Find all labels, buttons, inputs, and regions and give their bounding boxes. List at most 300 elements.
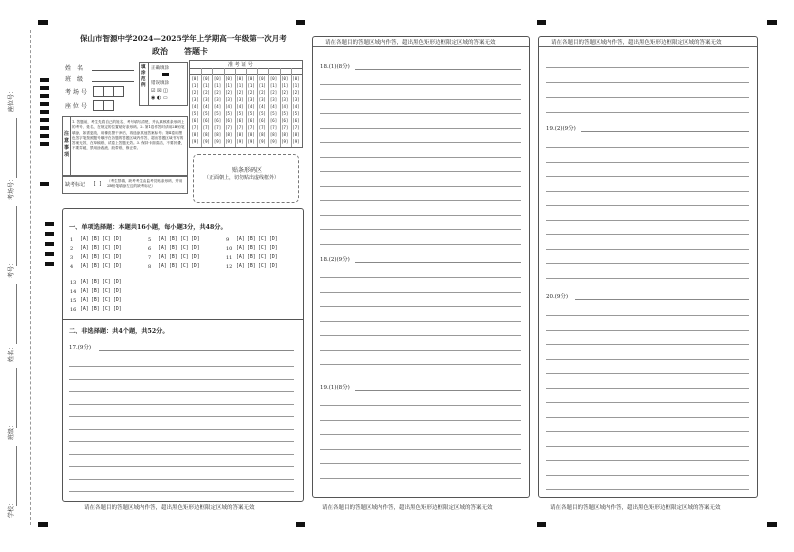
mcq-option-bubble[interactable]: [C] <box>180 246 189 251</box>
timing-mark <box>767 20 777 25</box>
writing-line[interactable] <box>320 420 521 421</box>
exam-digit-bubble[interactable]: [8] <box>258 132 266 137</box>
sync-mark <box>45 252 54 256</box>
writing-line[interactable] <box>546 249 749 250</box>
student-room-label: 考 场 号 <box>65 89 87 96</box>
mcq-option-bubble[interactable]: [A] <box>236 255 245 260</box>
side-underline <box>16 206 17 266</box>
exam-digit-bubble[interactable]: [0] <box>281 76 289 81</box>
writing-line[interactable] <box>546 162 749 163</box>
writing-line[interactable] <box>546 446 749 447</box>
mcq-option-bubble[interactable]: [D] <box>191 264 200 269</box>
exam-digit-bubble[interactable]: [4] <box>191 104 199 109</box>
section2-heading: 二、非选择题：共4个题，共52分。 <box>69 328 169 335</box>
writing-line[interactable] <box>546 417 749 418</box>
mcq-option-bubble[interactable]: [D] <box>113 237 122 242</box>
exam-digit-bubble[interactable]: [3] <box>202 97 210 102</box>
exam-digit-bubble[interactable]: [9] <box>292 139 300 144</box>
mcq-option-bubble[interactable]: [D] <box>269 246 278 251</box>
exam-digit-bubble[interactable]: [8] <box>292 132 300 137</box>
mcq-option-bubble[interactable]: [B] <box>91 289 100 294</box>
writing-line[interactable] <box>546 475 749 476</box>
exam-digit-bubble[interactable]: [3] <box>292 97 300 102</box>
mcq-option-bubble[interactable]: [C] <box>102 255 111 260</box>
mcq-option-bubble[interactable]: [B] <box>91 298 100 303</box>
mcq-option-bubble[interactable]: [B] <box>247 264 256 269</box>
exam-digit-bubble[interactable]: [7] <box>292 125 300 130</box>
writing-line[interactable] <box>320 171 521 172</box>
side-underline <box>16 284 17 344</box>
sync-mark <box>40 118 49 122</box>
exam-digit-bubble[interactable]: [5] <box>202 111 210 116</box>
absent-box[interactable] <box>62 176 188 194</box>
writing-line[interactable] <box>69 416 294 417</box>
exam-digit-bubble[interactable]: [1] <box>236 83 244 88</box>
writing-line[interactable] <box>546 431 749 432</box>
mcq-option-bubble[interactable]: [A] <box>158 264 167 269</box>
writing-line[interactable] <box>546 373 749 374</box>
mcq-option-bubble[interactable]: [D] <box>191 255 200 260</box>
writing-line[interactable] <box>546 97 749 98</box>
mcq-number: 10 <box>226 246 233 252</box>
mcq-option-bubble[interactable]: [B] <box>169 264 178 269</box>
writing-line[interactable] <box>546 67 749 68</box>
wrong-fill-samples: ◉ ◐ ▭ <box>151 95 168 101</box>
sync-mark <box>40 86 49 90</box>
exam-digit-bubble[interactable]: [8] <box>225 132 233 137</box>
exam-digit-bubble[interactable]: [4] <box>213 104 222 109</box>
exam-digit-bubble[interactable]: [6] <box>292 118 300 123</box>
writing-line[interactable] <box>320 405 521 406</box>
writing-line[interactable] <box>546 359 749 360</box>
mcq-option-bubble[interactable]: [B] <box>169 246 178 251</box>
mcq-option-bubble[interactable]: [B] <box>91 264 100 269</box>
mcq-option-bubble[interactable]: [B] <box>247 237 256 242</box>
exam-digit-bubble[interactable]: [6] <box>191 118 199 123</box>
exam-digit-bubble[interactable]: [5] <box>258 111 266 116</box>
mcq-option-bubble[interactable]: [A] <box>236 237 245 242</box>
exam-digit-bubble[interactable]: [1] <box>258 83 266 88</box>
absent-label: 缺考标记 <box>65 182 86 188</box>
boundary-notice: 请在各题目的答题区域内作答，超出黑色矩形边框限定区域的答案无效 <box>551 40 722 46</box>
exam-digit-bubble[interactable]: [6] <box>225 118 233 123</box>
writing-line[interactable] <box>546 315 749 316</box>
mcq-number: 13 <box>70 280 77 286</box>
sync-mark <box>45 262 54 266</box>
writing-line[interactable] <box>320 84 521 85</box>
mcq-number: 7 <box>148 255 152 261</box>
mcq-option-bubble[interactable]: [C] <box>102 307 111 312</box>
mcq-option-bubble[interactable]: [C] <box>102 280 111 285</box>
side-underline <box>16 118 17 178</box>
mcq-number: 14 <box>70 289 77 295</box>
writing-line[interactable] <box>320 200 521 201</box>
exam-digit-bubble[interactable]: [5] <box>236 111 244 116</box>
exam-digit-bubble[interactable]: [2] <box>281 90 289 95</box>
timing-mark <box>296 20 305 25</box>
mcq-number: 12 <box>226 264 233 270</box>
mcq-option-bubble[interactable]: [A] <box>236 264 245 269</box>
writing-line[interactable] <box>69 366 294 367</box>
mcq-option-bubble[interactable]: [D] <box>113 280 122 285</box>
mcq-number: 6 <box>148 246 152 252</box>
mcq-option-bubble[interactable]: [D] <box>113 264 122 269</box>
exam-digit-bubble[interactable]: [0] <box>258 76 266 81</box>
exam-digit-bubble[interactable]: [9] <box>225 139 233 144</box>
exam-digit-bubble[interactable]: [0] <box>236 76 244 81</box>
exam-digit-bubble[interactable]: [8] <box>269 132 278 137</box>
name-label: 姓名： <box>8 343 15 362</box>
mcq-option-bubble[interactable]: [A] <box>80 280 89 285</box>
mcq-option-bubble[interactable]: [D] <box>269 237 278 242</box>
writing-line[interactable] <box>320 364 521 365</box>
side-underline <box>16 368 17 428</box>
writing-line[interactable] <box>69 454 294 455</box>
exam-digit-bubble[interactable]: [6] <box>213 118 222 123</box>
timing-mark <box>767 522 777 527</box>
absent-bubble[interactable]: [ ] <box>93 181 103 187</box>
class-input[interactable] <box>92 81 134 82</box>
exam-digit-bubble[interactable]: [2] <box>191 90 199 95</box>
mcq-option-bubble[interactable]: [A] <box>80 237 89 242</box>
writing-line[interactable] <box>546 278 749 279</box>
boundary-notice: 请在各题目的答题区域内作答，超出黑色矩形边框限定区域的答案无效 <box>550 505 721 511</box>
exam-digit-bubble[interactable]: [3] <box>281 97 289 102</box>
exam-digit-bubble[interactable]: [9] <box>191 139 199 144</box>
writing-line[interactable] <box>320 142 521 143</box>
boundary-notice: 请在各题目的答题区域内作答，超出黑色矩形边框限定区域的答案无效 <box>84 505 255 511</box>
mcq-option-bubble[interactable]: [A] <box>80 255 89 260</box>
exam-digit-bubble[interactable]: [0] <box>225 76 233 81</box>
writing-line[interactable] <box>546 82 749 83</box>
mcq-option-bubble[interactable]: [C] <box>258 264 267 269</box>
exam-digit-bubble[interactable]: [6] <box>269 118 278 123</box>
exam-digit-bubble[interactable]: [4] <box>202 104 210 109</box>
mcq-option-bubble[interactable]: [C] <box>180 264 189 269</box>
writing-line[interactable] <box>69 391 294 392</box>
exam-digit-bubble[interactable]: [8] <box>236 132 244 137</box>
exam-digit-bubble[interactable]: [0] <box>202 76 210 81</box>
exam-digit-bubble[interactable]: [7] <box>281 125 289 130</box>
writing-line[interactable] <box>320 478 521 479</box>
writing-line[interactable] <box>320 434 521 435</box>
exam-digit-bubble[interactable]: [6] <box>247 118 255 123</box>
exam-digit-bubble[interactable]: [2] <box>269 90 278 95</box>
writing-line[interactable] <box>320 335 521 336</box>
exam-digit-bubble[interactable]: [9] <box>269 139 278 144</box>
mcq-option-bubble[interactable]: [B] <box>91 280 100 285</box>
writing-line[interactable] <box>69 441 294 442</box>
school-label: 学校： <box>8 499 15 518</box>
exam-digit-bubble[interactable]: [3] <box>225 97 233 102</box>
writing-line[interactable] <box>546 388 749 389</box>
timing-mark <box>38 522 48 527</box>
exam-digit-bubble[interactable]: [1] <box>202 83 210 88</box>
exam-digit-bubble[interactable]: [0] <box>269 76 278 81</box>
exam-digit-bubble[interactable]: [4] <box>292 104 300 109</box>
writing-line[interactable] <box>546 220 749 221</box>
exam-digit-bubble[interactable]: [7] <box>213 125 222 130</box>
exam-digit-bubble[interactable]: [5] <box>269 111 278 116</box>
mcq-option-bubble[interactable]: [C] <box>180 237 189 242</box>
writing-line[interactable] <box>546 344 749 345</box>
answer-frame-1 <box>62 208 304 502</box>
mcq-option-bubble[interactable]: [C] <box>102 246 111 251</box>
exam-number-grid[interactable] <box>189 60 303 148</box>
writing-line[interactable] <box>69 466 294 467</box>
exam-digit-bubble[interactable]: [1] <box>225 83 233 88</box>
exam-digit-bubble[interactable]: [9] <box>213 139 222 144</box>
exam-digit-bubble[interactable]: [1] <box>269 83 278 88</box>
writing-line[interactable] <box>546 489 749 490</box>
exam-digit-bubble[interactable]: [9] <box>281 139 289 144</box>
mcq-option-bubble[interactable]: [D] <box>269 255 278 260</box>
question-18-1-label: 18.(1)(8分) <box>320 64 350 70</box>
mcq-option-bubble[interactable]: [D] <box>113 246 122 251</box>
mcq-option-bubble[interactable]: [C] <box>102 237 111 242</box>
exam-digit-bubble[interactable]: [5] <box>225 111 233 116</box>
exam-digit-bubble[interactable]: [4] <box>236 104 244 109</box>
mcq-option-bubble[interactable]: [B] <box>91 237 100 242</box>
sync-mark <box>40 182 49 186</box>
answer-frame-2 <box>312 36 530 498</box>
student-class-label: 班 级 <box>65 76 84 83</box>
mcq-option-bubble[interactable]: [C] <box>258 246 267 251</box>
sync-mark <box>40 94 49 98</box>
correct-fill-label: 正确填涂 <box>151 66 169 71</box>
mcq-option-bubble[interactable]: [A] <box>80 264 89 269</box>
exam-digit-bubble[interactable]: [2] <box>225 90 233 95</box>
writing-line[interactable] <box>320 277 521 278</box>
sync-mark <box>40 134 49 138</box>
question-19-1-label: 19.(1)(8分) <box>320 385 350 391</box>
mcq-option-bubble[interactable]: [A] <box>158 246 167 251</box>
mcq-option-bubble[interactable]: [D] <box>113 289 122 294</box>
answer-frame-3 <box>538 36 758 498</box>
exam-digit-bubble[interactable]: [1] <box>292 83 300 88</box>
side-underline <box>16 446 17 506</box>
mcq-option-bubble[interactable]: [A] <box>236 246 245 251</box>
barcode-area <box>193 154 299 203</box>
writing-line[interactable] <box>320 128 521 129</box>
mcq-option-bubble[interactable]: [C] <box>180 255 189 260</box>
sync-mark <box>40 142 49 146</box>
mcq-option-bubble[interactable]: [A] <box>158 237 167 242</box>
exam-digit-bubble[interactable]: [7] <box>225 125 233 130</box>
exam-digit-bubble[interactable]: [2] <box>213 90 222 95</box>
writing-line[interactable] <box>320 449 521 450</box>
exam-digit-bubble[interactable]: [4] <box>225 104 233 109</box>
mcq-option-bubble[interactable]: [A] <box>80 289 89 294</box>
mcq-option-bubble[interactable]: [D] <box>113 255 122 260</box>
mcq-option-bubble[interactable]: [C] <box>258 255 267 260</box>
writing-line[interactable] <box>546 112 749 113</box>
exam-digit-bubble[interactable]: [8] <box>247 132 255 137</box>
mcq-option-bubble[interactable]: [C] <box>102 264 111 269</box>
timing-mark <box>296 522 305 527</box>
exam-digit-bubble[interactable]: [4] <box>247 104 255 109</box>
writing-line[interactable] <box>320 350 521 351</box>
exam-digit-bubble[interactable]: [3] <box>258 97 266 102</box>
exam-no-label: 考号： <box>8 259 15 278</box>
exam-digit-bubble[interactable]: [8] <box>281 132 289 137</box>
exam-digit-bubble[interactable]: [1] <box>281 83 289 88</box>
exam-digit-bubble[interactable]: [0] <box>213 76 222 81</box>
exam-digit-bubble[interactable]: [3] <box>213 97 222 102</box>
room-no-label: 考场号： <box>8 175 15 200</box>
writing-line[interactable] <box>546 460 749 461</box>
exam-digit-bubble[interactable]: [5] <box>292 111 300 116</box>
writing-line[interactable] <box>69 404 294 405</box>
mcq-option-bubble[interactable]: [D] <box>191 237 200 242</box>
exam-digit-bubble[interactable]: [7] <box>269 125 278 130</box>
mcq-option-bubble[interactable]: [A] <box>158 255 167 260</box>
exam-digit-bubble[interactable]: [3] <box>247 97 255 102</box>
exam-digit-bubble[interactable]: [3] <box>191 97 199 102</box>
exam-digit-bubble[interactable]: [5] <box>247 111 255 116</box>
exam-digit-bubble[interactable]: [8] <box>202 132 210 137</box>
mcq-option-bubble[interactable]: [D] <box>191 246 200 251</box>
mcq-number: 16 <box>70 307 77 313</box>
mcq-option-bubble[interactable]: [B] <box>247 255 256 260</box>
mcq-option-bubble[interactable]: [B] <box>169 237 178 242</box>
writing-line[interactable] <box>320 99 521 100</box>
sync-mark <box>45 232 54 236</box>
writing-line[interactable] <box>546 234 749 235</box>
exam-digit-bubble[interactable]: [9] <box>202 139 210 144</box>
writing-line[interactable] <box>320 157 521 158</box>
writing-line[interactable] <box>320 244 521 245</box>
sync-mark <box>45 222 54 226</box>
writing-line[interactable] <box>546 176 749 177</box>
writing-line[interactable] <box>69 429 294 430</box>
mcq-option-bubble[interactable]: [C] <box>258 237 267 242</box>
exam-digit-bubble[interactable]: [1] <box>213 83 222 88</box>
exam-digit-bubble[interactable]: [9] <box>258 139 266 144</box>
exam-digit-bubble[interactable]: [2] <box>247 90 255 95</box>
exam-digit-bubble[interactable]: [3] <box>269 97 278 102</box>
notice-text: 1. 答题前，考生先将自己的姓名、考号填写清楚，并认真核准条形码上的考号、姓名，在规定的位置贴好条形码。2. 第1卷作答时请用2B铅笔填涂，如需更改，用橡皮擦干净后，再选涂其他答案标号；第Ⅱ卷用黑色签字笔按照题号顺序在各题的答题区域内作答，超出答题区域书写的答案无效，在草稿纸、试卷上答题无效。3. 保持卡面清洁，不要折叠，不要弄破，禁用涂改液、胶带纸、修正带。 <box>72 120 185 151</box>
sync-mark <box>45 242 54 246</box>
writing-line[interactable] <box>546 402 749 403</box>
exam-digit-bubble[interactable]: [6] <box>258 118 266 123</box>
question-19-2-label: 19.(2)(9分) <box>546 126 576 132</box>
exam-digit-bubble[interactable]: [2] <box>258 90 266 95</box>
mcq-number: 5 <box>148 237 152 243</box>
mcq-option-bubble[interactable]: [D] <box>113 307 122 312</box>
exam-digit-bubble[interactable]: [8] <box>191 132 199 137</box>
exam-digit-bubble[interactable]: [4] <box>281 104 289 109</box>
writing-line[interactable] <box>69 479 294 480</box>
seat-no-label: 座位号： <box>8 87 15 112</box>
absent-note: （考生禁填，缺考考生由监考员贴条形码，并用2B铅笔填涂左边的缺考标记） <box>107 179 183 188</box>
mcq-option-bubble[interactable]: [A] <box>80 307 89 312</box>
exam-digit-bubble[interactable]: [9] <box>247 139 255 144</box>
writing-line[interactable] <box>69 379 294 380</box>
exam-digit-bubble[interactable]: [7] <box>191 125 199 130</box>
mcq-option-bubble[interactable]: [A] <box>80 298 89 303</box>
writing-line[interactable] <box>546 147 749 148</box>
exam-digit-bubble[interactable]: [2] <box>292 90 300 95</box>
writing-line[interactable] <box>546 191 749 192</box>
mcq-option-bubble[interactable]: [C] <box>102 298 111 303</box>
exam-digit-bubble[interactable]: [0] <box>247 76 255 81</box>
mcq-option-bubble[interactable]: [B] <box>91 255 100 260</box>
mcq-option-bubble[interactable]: [C] <box>102 289 111 294</box>
writing-line[interactable] <box>546 263 749 264</box>
writing-line[interactable] <box>320 292 521 293</box>
mcq-number: 8 <box>148 264 152 270</box>
mcq-option-bubble[interactable]: [B] <box>91 307 100 312</box>
writing-line[interactable] <box>320 113 521 114</box>
mcq-option-bubble[interactable]: [B] <box>169 255 178 260</box>
exam-digit-bubble[interactable]: [0] <box>292 76 300 81</box>
fill-example-title: 填涂范例 <box>141 65 146 88</box>
mcq-number: 4 <box>70 264 74 270</box>
exam-digit-bubble[interactable]: [7] <box>236 125 244 130</box>
name-input[interactable] <box>92 70 134 71</box>
seat-digit-box[interactable] <box>103 100 114 111</box>
mcq-number: 15 <box>70 298 77 304</box>
mcq-option-bubble[interactable]: [B] <box>247 246 256 251</box>
mcq-option-bubble[interactable]: [B] <box>91 246 100 251</box>
writing-line[interactable] <box>320 321 521 322</box>
exam-digit-bubble[interactable]: [6] <box>236 118 244 123</box>
exam-digit-bubble[interactable]: [5] <box>213 111 222 116</box>
question-20-label: 20.(9分) <box>546 294 569 300</box>
exam-digit-bubble[interactable]: [7] <box>258 125 266 130</box>
exam-digit-bubble[interactable]: [6] <box>281 118 289 123</box>
exam-digit-bubble[interactable]: [1] <box>247 83 255 88</box>
exam-digit-bubble[interactable]: [0] <box>191 76 199 81</box>
exam-digit-bubble[interactable]: [6] <box>202 118 210 123</box>
writing-line[interactable] <box>320 215 521 216</box>
exam-digit-bubble[interactable]: [2] <box>236 90 244 95</box>
writing-line[interactable] <box>546 205 749 206</box>
sync-mark <box>40 78 49 82</box>
exam-digit-bubble[interactable]: [4] <box>258 104 266 109</box>
room-digit-box[interactable] <box>113 86 124 97</box>
student-seat-label: 座 位 号 <box>65 103 87 110</box>
notice-box <box>62 116 188 176</box>
exam-digit-bubble[interactable]: [1] <box>191 83 199 88</box>
exam-digit-bubble[interactable]: [4] <box>269 104 278 109</box>
exam-digit-bubble[interactable]: [2] <box>202 90 210 95</box>
question-17-label: 17.(9分) <box>69 345 92 351</box>
writing-line[interactable] <box>69 491 294 492</box>
exam-number-label: 准 考 证 号 <box>228 62 253 68</box>
mcq-option-bubble[interactable]: [A] <box>80 246 89 251</box>
writing-line[interactable] <box>546 330 749 331</box>
notice-title: 注意事项 <box>64 131 70 158</box>
exam-digit-bubble[interactable]: [5] <box>191 111 199 116</box>
exam-digit-bubble[interactable]: [5] <box>281 111 289 116</box>
mcq-number: 2 <box>70 246 74 252</box>
exam-digit-bubble[interactable]: [3] <box>236 97 244 102</box>
wrong-fill-label: 错误填涂 <box>151 81 169 86</box>
writing-line[interactable] <box>320 463 521 464</box>
exam-digit-bubble[interactable]: [9] <box>236 139 244 144</box>
writing-line[interactable] <box>320 186 521 187</box>
writing-line[interactable] <box>320 229 521 230</box>
exam-digit-bubble[interactable]: [7] <box>202 125 210 130</box>
mcq-option-bubble[interactable]: [D] <box>269 264 278 269</box>
mcq-option-bubble[interactable]: [D] <box>113 298 122 303</box>
mcq-number: 1 <box>70 237 74 243</box>
writing-line[interactable] <box>320 306 521 307</box>
exam-digit-bubble[interactable]: [7] <box>247 125 255 130</box>
exam-digit-bubble[interactable]: [8] <box>213 132 222 137</box>
